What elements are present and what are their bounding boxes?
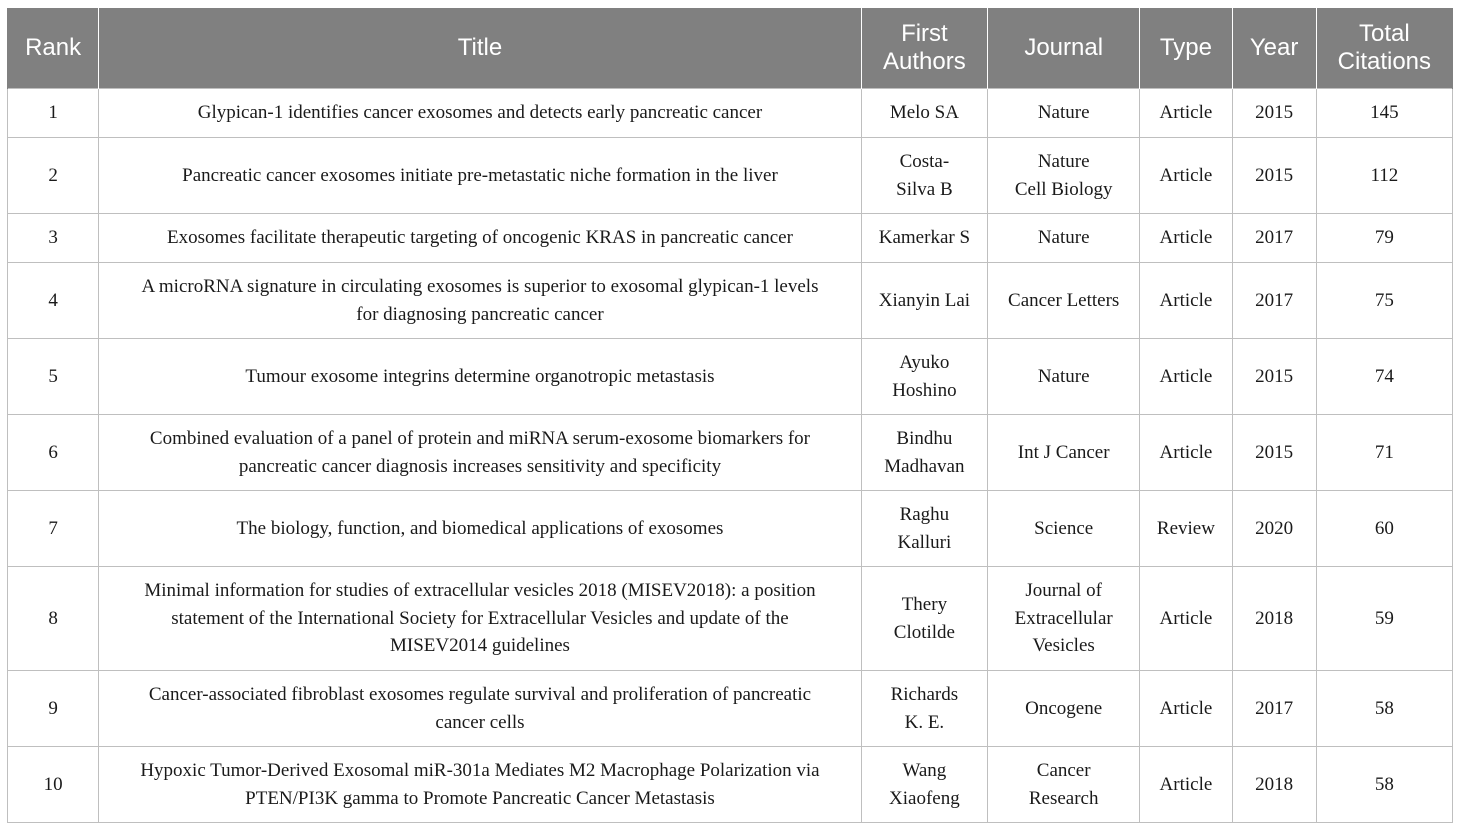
cell-year: 2015: [1232, 138, 1316, 214]
cell-year: 2018: [1232, 747, 1316, 823]
table-row: [8, 747, 1453, 823]
cell-type: Article: [1140, 138, 1232, 214]
cell-title: Glypican-1 identifies cancer exosomes and detects early pancreatic cancer: [99, 89, 862, 138]
cell-total-citations: 58: [1316, 747, 1452, 823]
cell-rank: 3: [8, 214, 99, 263]
cell-year: 2017: [1232, 214, 1316, 263]
cell-journal: Cancer Research: [988, 747, 1140, 823]
table-row: [8, 339, 1453, 415]
cell-journal: Journal of Extracellular Vesicles: [988, 567, 1140, 671]
cell-year: 2017: [1232, 671, 1316, 747]
cell-year: 2017: [1232, 263, 1316, 339]
cell-total-citations: 75: [1316, 263, 1452, 339]
table-row: [8, 138, 1453, 214]
cell-first-authors: Melo SA: [861, 89, 987, 138]
cell-year: 2018: [1232, 567, 1316, 671]
table-row: [8, 214, 1453, 263]
cell-rank: 8: [8, 567, 99, 671]
cell-type: Article: [1140, 263, 1232, 339]
cell-first-authors: Ayuko Hoshino: [861, 339, 987, 415]
cell-rank: 10: [8, 747, 99, 823]
header-title: Title: [99, 8, 862, 89]
cell-journal: Oncogene: [988, 671, 1140, 747]
cell-rank: 4: [8, 263, 99, 339]
cell-title: Combined evaluation of a panel of protein and miRNA serum-exosome biomarkers for pancreatic cancer diagnosis increases sensitivity and specificity: [99, 415, 862, 491]
table-row: [8, 671, 1453, 747]
table-row: [8, 89, 1453, 138]
cell-total-citations: 58: [1316, 671, 1452, 747]
cell-first-authors: Bindhu Madhavan: [861, 415, 987, 491]
cell-rank: 1: [8, 89, 99, 138]
header-journal: Journal: [988, 8, 1140, 89]
cell-type: Article: [1140, 415, 1232, 491]
cell-first-authors: Kamerkar S: [861, 214, 987, 263]
header-row: [8, 8, 1453, 89]
cell-journal: Int J Cancer: [988, 415, 1140, 491]
cell-type: Article: [1140, 671, 1232, 747]
cell-title: Tumour exosome integrins determine organotropic metastasis: [99, 339, 862, 415]
cell-title: The biology, function, and biomedical applications of exosomes: [99, 491, 862, 567]
cell-title: Minimal information for studies of extracellular vesicles 2018 (MISEV2018): a position statement of the International Society for Extracellular Vesicles and update of the MISEV2014 guidelines: [99, 567, 862, 671]
table-row: [8, 263, 1453, 339]
table-header: [8, 8, 1453, 89]
header-rank: Rank: [8, 8, 99, 89]
cell-first-authors: Costa- Silva B: [861, 138, 987, 214]
cell-first-authors: Xianyin Lai: [861, 263, 987, 339]
cell-journal: Nature Cell Biology: [988, 138, 1140, 214]
table-row: [8, 567, 1453, 671]
cell-rank: 9: [8, 671, 99, 747]
cell-journal: Nature: [988, 89, 1140, 138]
cell-journal: Nature: [988, 339, 1140, 415]
cell-rank: 6: [8, 415, 99, 491]
header-total-citations: Total Citations: [1316, 8, 1452, 89]
cell-first-authors: Thery Clotilde: [861, 567, 987, 671]
cell-type: Article: [1140, 747, 1232, 823]
publications-table: [7, 8, 1453, 823]
cell-title: A microRNA signature in circulating exosomes is superior to exosomal glypican-1 levels for diagnosing pancreatic cancer: [99, 263, 862, 339]
cell-title: Exosomes facilitate therapeutic targeting of oncogenic KRAS in pancreatic cancer: [99, 214, 862, 263]
cell-total-citations: 145: [1316, 89, 1452, 138]
table-row: [8, 415, 1453, 491]
cell-rank: 5: [8, 339, 99, 415]
cell-year: 2015: [1232, 339, 1316, 415]
cell-type: Review: [1140, 491, 1232, 567]
cell-first-authors: Raghu Kalluri: [861, 491, 987, 567]
cell-total-citations: 79: [1316, 214, 1452, 263]
cell-year: 2015: [1232, 415, 1316, 491]
cell-total-citations: 74: [1316, 339, 1452, 415]
cell-year: 2015: [1232, 89, 1316, 138]
cell-rank: 7: [8, 491, 99, 567]
header-first-authors: First Authors: [861, 8, 987, 89]
cell-type: Article: [1140, 214, 1232, 263]
cell-type: Article: [1140, 89, 1232, 138]
cell-journal: Science: [988, 491, 1140, 567]
cell-year: 2020: [1232, 491, 1316, 567]
cell-type: Article: [1140, 567, 1232, 671]
cell-total-citations: 71: [1316, 415, 1452, 491]
cell-title: Cancer-associated fibroblast exosomes regulate survival and proliferation of pancreatic cancer cells: [99, 671, 862, 747]
header-year: Year: [1232, 8, 1316, 89]
cell-total-citations: 112: [1316, 138, 1452, 214]
cell-title: Pancreatic cancer exosomes initiate pre-metastatic niche formation in the liver: [99, 138, 862, 214]
cell-total-citations: 60: [1316, 491, 1452, 567]
table-row: [8, 491, 1453, 567]
table-body: [8, 89, 1453, 823]
cell-type: Article: [1140, 339, 1232, 415]
cell-journal: Cancer Letters: [988, 263, 1140, 339]
header-type: Type: [1140, 8, 1232, 89]
cell-rank: 2: [8, 138, 99, 214]
cell-journal: Nature: [988, 214, 1140, 263]
cell-first-authors: Wang Xiaofeng: [861, 747, 987, 823]
cell-title: Hypoxic Tumor-Derived Exosomal miR-301a Mediates M2 Macrophage Polarization via PTEN/PI3K gamma to Promote Pancreatic Cancer Metastasis: [99, 747, 862, 823]
cell-total-citations: 59: [1316, 567, 1452, 671]
cell-first-authors: Richards K. E.: [861, 671, 987, 747]
